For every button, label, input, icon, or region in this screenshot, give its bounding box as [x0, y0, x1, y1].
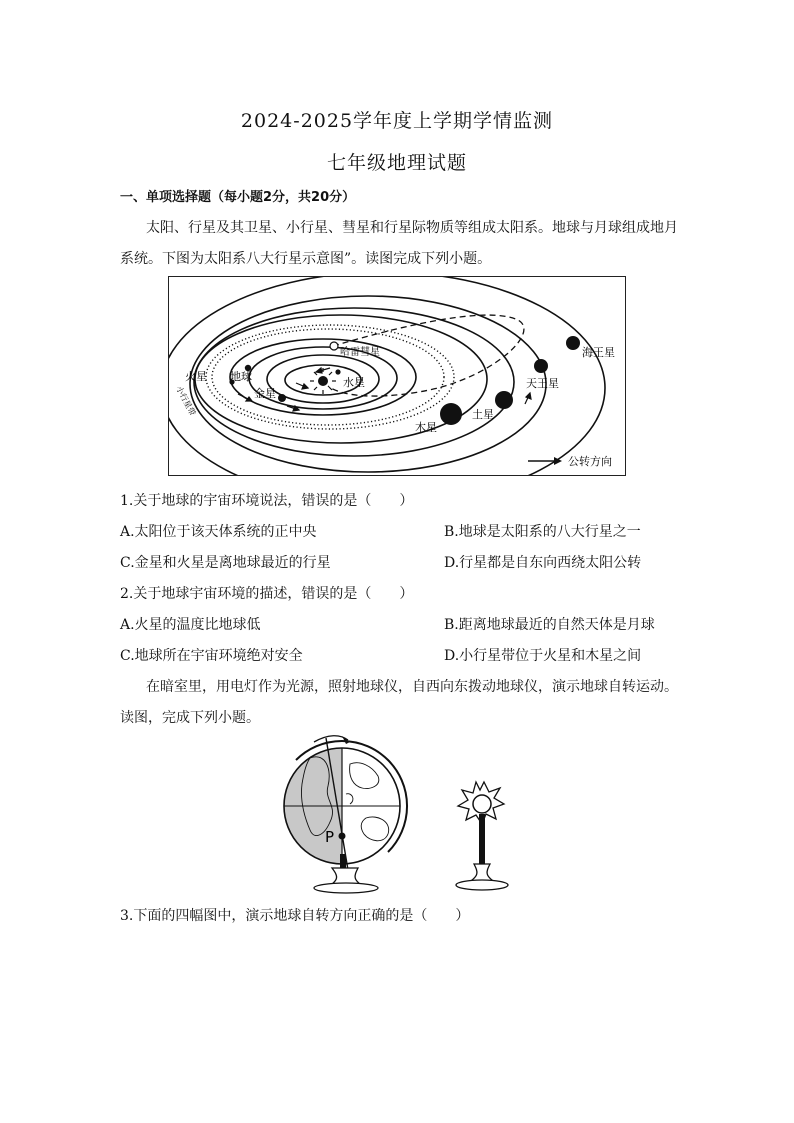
uranus-label: 天王星	[526, 377, 559, 390]
mars-label: 火星	[185, 370, 207, 383]
jupiter-icon	[440, 403, 462, 425]
passage-2-line-1: 在暗室里，用电灯作为光源，照射地球仪，自西向东拨动地球仪，演示地球自转运动。	[146, 679, 678, 695]
lamp-icon	[456, 782, 508, 890]
point-p-label: P	[325, 828, 335, 846]
uranus-icon	[534, 359, 548, 373]
jupiter-label: 木星	[415, 421, 437, 434]
q1-option-a[interactable]: A.太阳位于该天体系统的正中央	[120, 524, 317, 540]
q1-option-b[interactable]: B.地球是太阳系的八大行星之一	[444, 524, 641, 540]
comet-label: 哈雷彗星	[340, 347, 380, 358]
saturn-icon	[495, 391, 513, 409]
mercury-icon	[335, 369, 340, 374]
intro-line-2: 系统。下图为太阳系八大行星示意图”。读图完成下列小题。	[120, 251, 492, 267]
q2-option-c[interactable]: C.地球所在宇宙环境绝对安全	[120, 648, 303, 664]
exam-title: 2024-2025学年度上学期学情监测	[240, 110, 554, 132]
comet-icon	[330, 342, 338, 350]
q1-option-d[interactable]: D.行星都是自东向西绕太阳公转	[444, 555, 642, 571]
question-2-stem: 2.关于地球宇宙环境的描述，错误的是（ ）	[120, 586, 414, 602]
exam-subtitle: 七年级地理试题	[326, 152, 467, 174]
q2-option-a[interactable]: A.火星的温度比地球低	[120, 617, 261, 633]
q1-option-c[interactable]: C.金星和火星是离地球最近的行星	[120, 555, 331, 571]
question-3-stem: 3.下面的四幅图中，演示地球自转方向正确的是（ ）	[120, 908, 470, 924]
venus-label: 金星	[254, 387, 276, 400]
legend-label: 公转方向	[568, 455, 612, 468]
q2-option-d[interactable]: D.小行星带位于火星和木星之间	[444, 648, 642, 664]
intro-line-1: 太阳、行星及其卫星、小行星、彗星和行星际物质等组成太阳系。地球与月球组成地月	[146, 220, 678, 236]
neptune-label: 海王星	[582, 346, 615, 359]
point-p-icon	[339, 833, 346, 840]
globe-lamp-figure	[270, 730, 530, 896]
asteroid-belt-label: 小行星带	[174, 384, 198, 418]
q2-option-b[interactable]: B.距离地球最近的自然天体是月球	[444, 617, 655, 633]
earth-label: 地球	[230, 370, 252, 383]
passage-2-line-2: 读图，完成下列小题。	[120, 710, 260, 726]
section-heading: 一、单项选择题（每小题2分，共20分）	[120, 190, 356, 205]
venus-icon	[278, 394, 286, 402]
question-1-stem: 1.关于地球的宇宙环境说法，错误的是（ ）	[120, 493, 414, 509]
neptune-icon	[566, 336, 580, 350]
mercury-label: 水星	[343, 376, 365, 389]
globe-icon	[284, 736, 407, 893]
solar-system-figure	[168, 276, 626, 476]
saturn-label: 土星	[472, 408, 494, 421]
